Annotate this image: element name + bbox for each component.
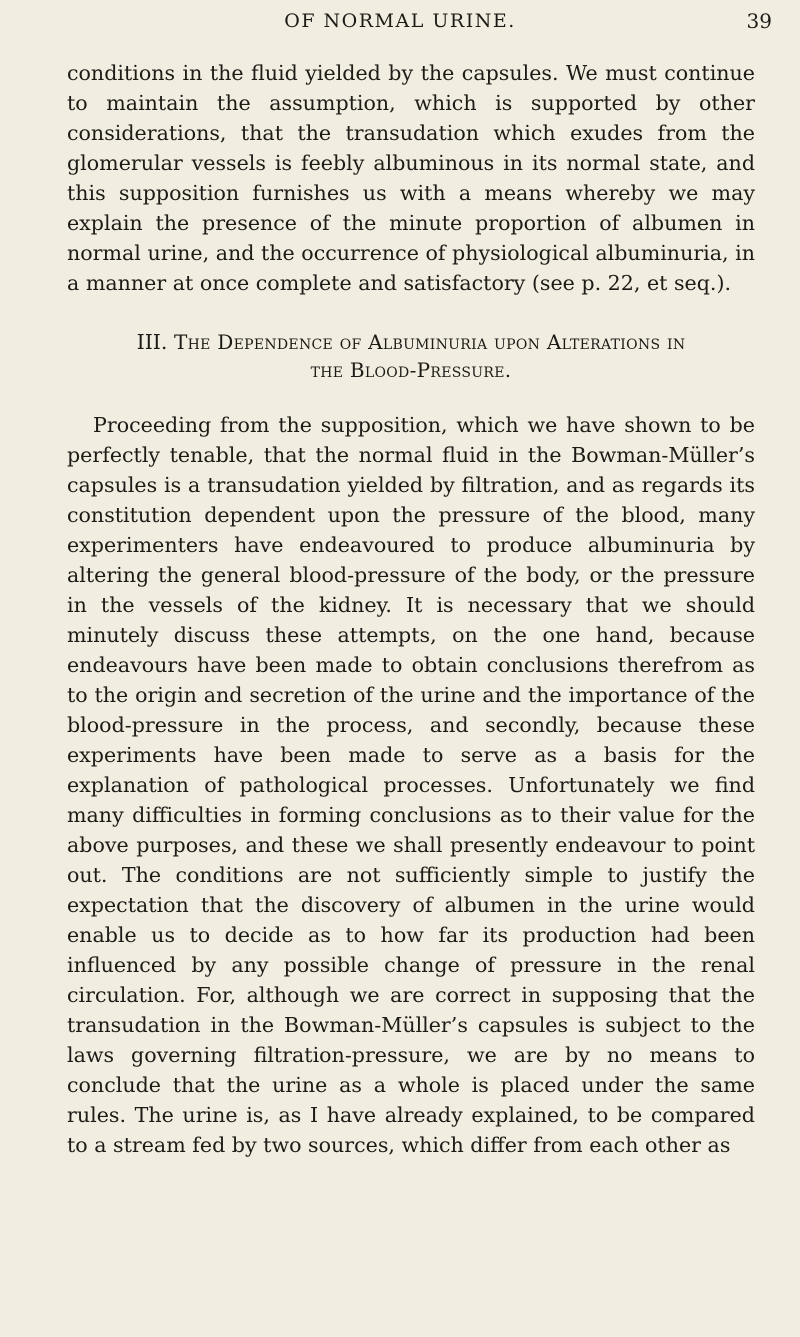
page-number: 39 (746, 9, 772, 33)
body-text (67, 58, 755, 1160)
section-heading-line2: the Blood-Pressure. (310, 358, 512, 382)
section-heading (67, 328, 755, 384)
paragraph-continuation: conditions in the fluid yielded by the capsules. We must continue to maintain the assumption, which is supported by other considerations, that the transudation which exudes from the glomerular vessels is feebly albuminous in its normal state, and this supposition furnishes us with a means whereby we may explain the presence of the minute proportion of albumen in normal urine, and the occurrence of physiological albuminuria, in a manner at once complete and satisfactory (see p. 22, et seq.). (67, 61, 755, 295)
section-numeral: III. (136, 330, 168, 354)
running-head (0, 6, 800, 40)
section-heading-line1: The Dependence of Albuminuria upon Alterations in (173, 330, 686, 354)
running-title: OF NORMAL URINE. (284, 10, 516, 32)
paragraph-main: Proceeding from the supposition, which we have shown to be perfectly tenable, that the normal fluid in the Bowman-Müller’s capsules is a transudation yielded by filtration, and as regards its constitution dependent upon the pressure of the blood, many experimenters have endeavoured to produce albuminuria by altering the general blood-pressure of the body, or the pressure in the vessels of the kidney. It is necessary that we should minutely discuss these attempts, on the one hand, because endeavours have been made to obtain conclusions therefrom as to the origin and secretion of the urine and the importance of the blood-pressure in the process, and secondly, because these experiments have been made to serve as a basis for the explanation of pathological processes. Unfortunately we find many difficulties in forming conclusions as to their value for the above purposes, and these we shall presently endeavour to point out. The conditions are not sufficiently simple to justify the expectation that the discovery of albumen in the urine would enable us to decide as to how far its production had been influenced by any possible change of pressure in the renal circulation. For, although we are correct in supposing that the transudation in the Bowman-Müller’s capsules is subject to the laws governing filtration-pressure, we are by no means to conclude that the urine as a whole is placed under the same rules. The urine is, as I have already explained, to be compared to a stream fed by two sources, which differ from each other as (67, 413, 755, 1157)
